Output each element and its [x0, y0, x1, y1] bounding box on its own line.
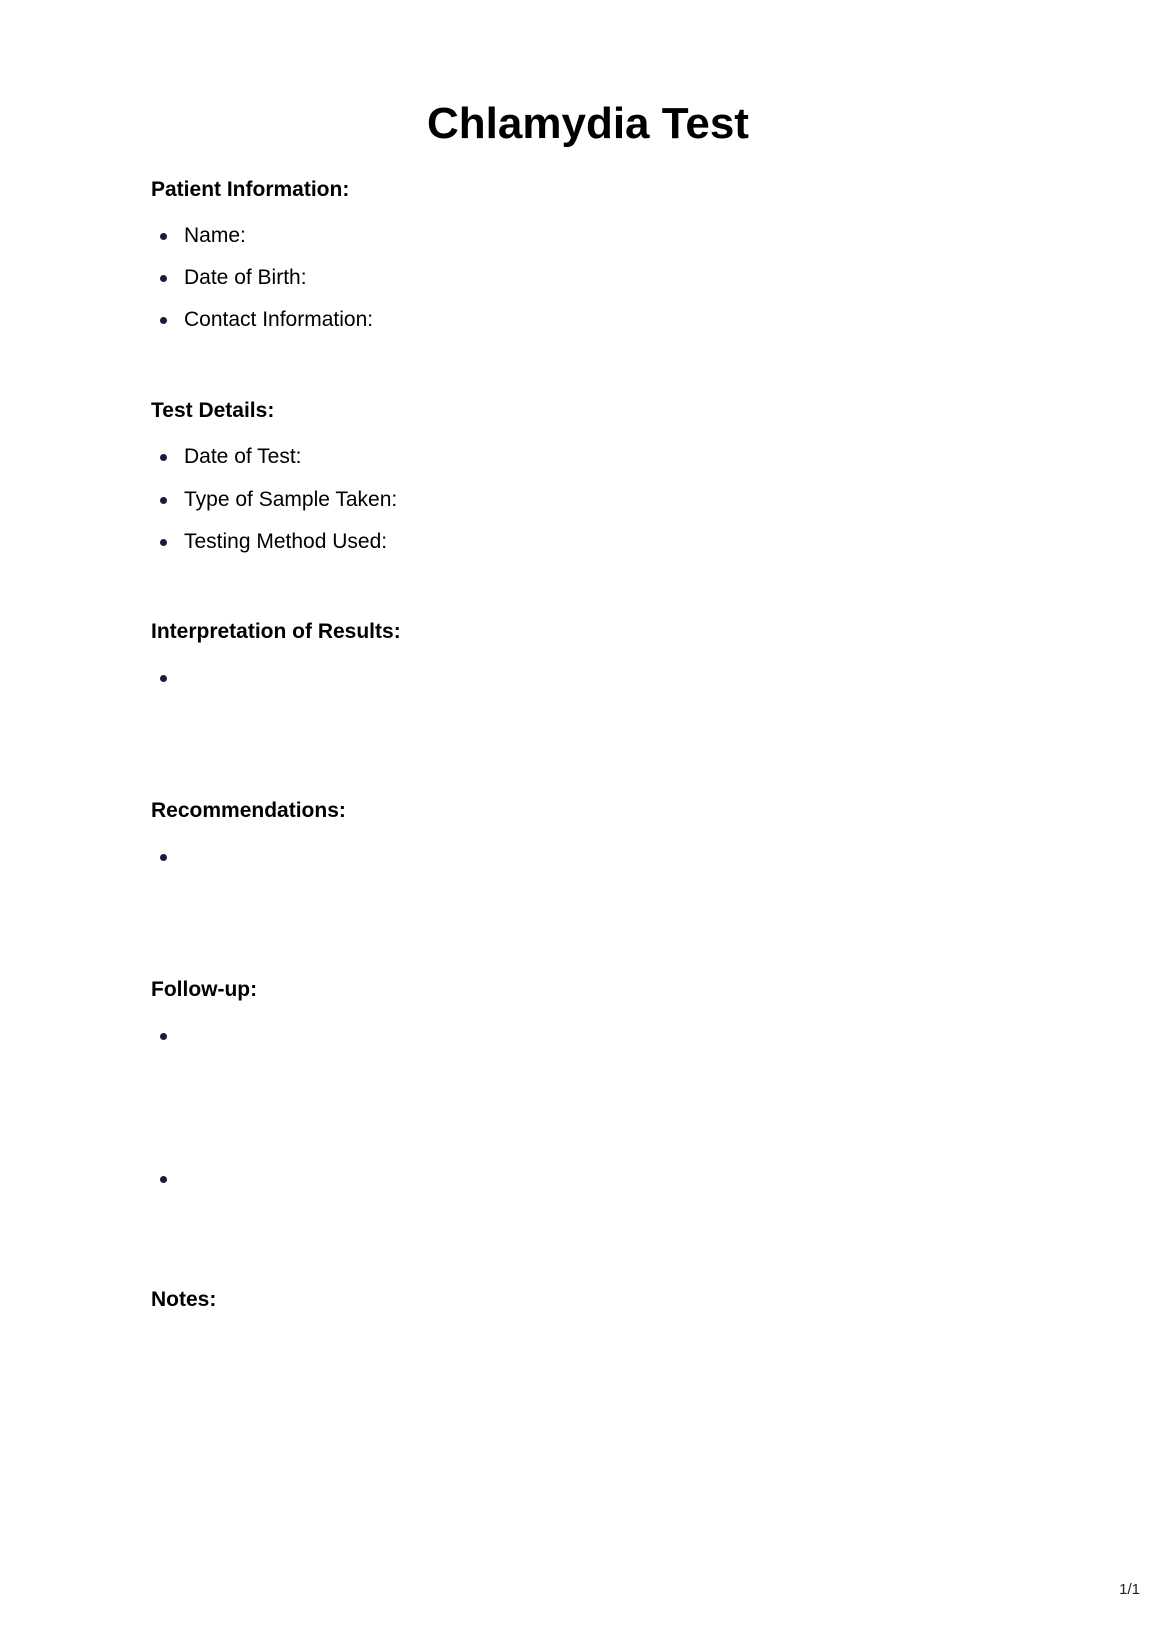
section-heading-patient-information: Patient Information:	[151, 178, 350, 201]
list-item-label: Date of Test:	[184, 445, 302, 468]
list-item-label: Date of Birth:	[184, 266, 307, 289]
bullet-icon	[160, 233, 167, 240]
section-heading-test-details: Test Details:	[151, 399, 275, 422]
list-item-label: Testing Method Used:	[184, 530, 388, 553]
bullet-icon	[160, 1176, 167, 1183]
list-item-date-of-test	[160, 442, 302, 472]
list-item-name	[160, 221, 246, 251]
list-item-label: Type of Sample Taken:	[184, 488, 398, 511]
list-item-date-of-birth	[160, 263, 307, 293]
section-heading-follow-up: Follow-up:	[151, 978, 258, 1001]
list-item-follow-up	[160, 1021, 184, 1051]
list-item-label: Name:	[184, 224, 246, 247]
bullet-icon	[160, 497, 167, 504]
bullet-icon	[160, 275, 167, 282]
list-item-label: Contact Information:	[184, 308, 374, 331]
list-item-interpretation	[160, 663, 184, 693]
page-number: 1/1	[1119, 1581, 1140, 1598]
section-heading-interpretation: Interpretation of Results:	[151, 620, 401, 643]
bullet-icon	[160, 454, 167, 461]
bullet-icon	[160, 854, 167, 861]
section-heading-notes: Notes:	[151, 1288, 217, 1311]
bullet-icon	[160, 539, 167, 546]
bullet-icon	[160, 675, 167, 682]
list-item-recommendation	[160, 842, 184, 872]
page-title: Chlamydia Test	[427, 99, 749, 148]
section-heading-recommendations: Recommendations:	[151, 799, 346, 822]
list-item-contact-information	[160, 305, 373, 335]
list-item-testing-method	[160, 527, 387, 557]
bullet-icon	[160, 1033, 167, 1040]
list-item-type-of-sample	[160, 485, 397, 515]
list-item-follow-up	[160, 1164, 184, 1194]
bullet-icon	[160, 317, 167, 324]
